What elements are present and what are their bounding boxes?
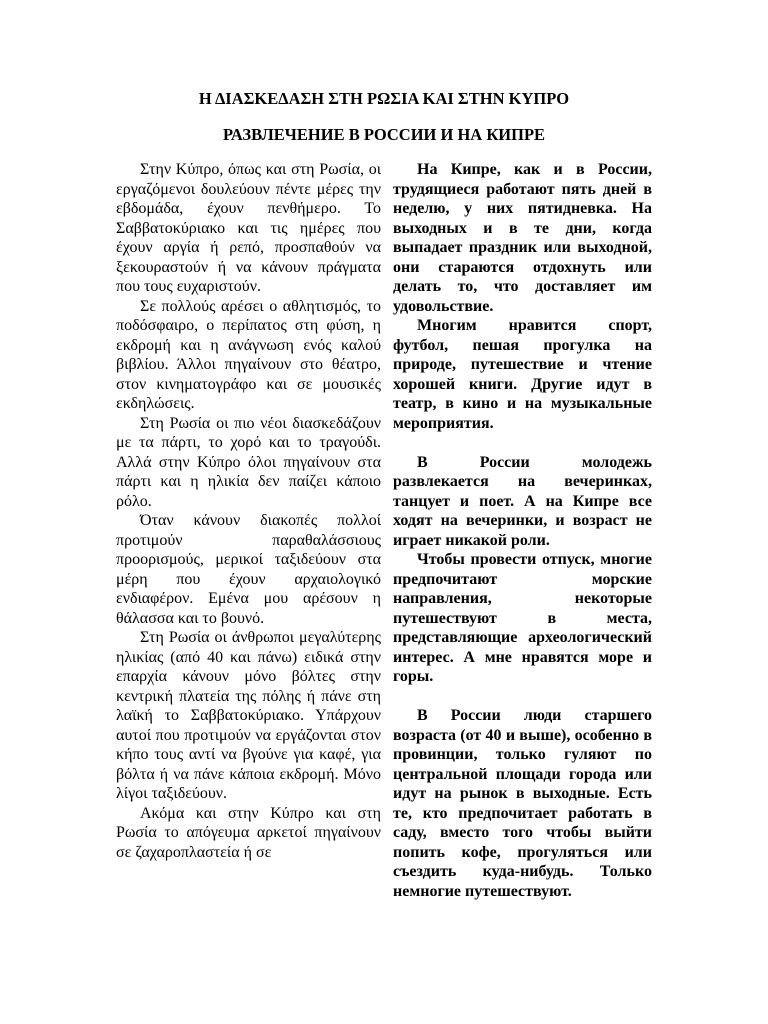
russian-paragraph: Чтобы провести отпуск, многие предпочитают морские направления, некоторые путешествуют в места, представляющие археологический интерес. А мне нравятся море и горы. bbox=[393, 551, 652, 685]
greek-column bbox=[116, 160, 381, 862]
greek-paragraph: Όταν κάνουν διακοπές πολλοί προτιμούν παραθαλάσσιους προορισμούς, μερικοί ταξιδεύουν στα μέρη που έχουν αρχαιολογικό ενδιαφέρον. Εμένα μου αρέσουν η θάλασσα και το βουνό. bbox=[116, 512, 381, 627]
russian-paragraph: В России люди старшего возраста (от 40 и выше), особенно в провинции, только гуляют по центральной площади города или идут на рынок в выходные. Есть те, кто предпочитает работать в саду, вместо того чтобы выйти попить кофе, прогуляться или съездить куда-нибудь. Только немногие путешествуют. bbox=[393, 707, 652, 900]
greek-title: Η ΔΙΑΣΚΕΔΑΣΗ ΣΤΗ ΡΩΣΙΑ ΚΑΙ ΣΤΗΝ ΚΥΠΡΟ bbox=[198, 89, 570, 108]
russian-paragraph: В России молодежь развлекается на вечеринках, танцует и поет. А на Кипре все ходят на вечеринки, и возраст не играет никакой роли. bbox=[393, 453, 652, 549]
greek-paragraph: Στη Ρωσία οι πιο νέοι διασκεδάζουν με τα πάρτι, το χορό και το τραγούδι. Αλλά στην Κύπρο όλοι πηγαίνουν στα πάρτι και η ηλικία δεν παίζει κάποιο ρόλο. bbox=[116, 414, 381, 510]
russian-paragraph: На Кипре, как и в России, трудящиеся работают пять дней в неделю, у них пятидневка. На выходных и в те дни, когда выпадает праздник или выходной, они стараются отдохнуть или делать то, что доставляет им удовольствие. bbox=[393, 161, 652, 315]
greek-paragraph: Στην Κύπρο, όπως και στη Ρωσία, οι εργαζόμενοι δουλεύουν πέντε μέρες την εβδομάδα, έχουν πενθήμερο. Το Σαββατοκύριακο και τις ημέρες που έχουν αργία ή ρεπό, προσπαθούν να ξεκουραστούν ή να κάνουν πράγματα που τους ευχαριστούν. bbox=[116, 161, 381, 295]
russian-column bbox=[393, 160, 652, 901]
russian-paragraph: Многим нравится спорт, футбол, пешая прогулка на природе, путешествие и чтение хорошей книги. Другие идут в театр, в кино и на музыкальные мероприятия. bbox=[393, 317, 652, 432]
greek-paragraph: Στη Ρωσία οι άνθρωποι μεγαλύτερης ηλικίας (από 40 και πάνω) ειδικά στην επαρχία κάνουν μόνο βόλτες στην κεντρική πλατεία της πόλης ή πάνε στη λαϊκή το Σαββατοκύριακο. Υπάρχουν αυτοί που προτιμούν να εργάζονται στον κήπο τους αντί να βγούνε για καφέ, για βόλτα ή να πάνε κάποια εκδρομή. Μόνο λίγοι ταξιδεύουν. bbox=[116, 629, 381, 802]
russian-title: РАЗВЛЕЧЕНИЕ В РОССИИ И НА КИПРЕ bbox=[222, 125, 546, 144]
greek-paragraph: Σε πολλούς αρέσει ο αθλητισμός, το ποδόσφαιρο, ο περίπατος στη φύση, η εκδρομή και η ανάγνωση ενός καλού βιβλίου. Άλλοι πηγαίνουν στο θέατρο, στον κινηματογράφο και σε μουσικές εκδηλώσεις. bbox=[116, 297, 381, 412]
greek-paragraph: Ακόμα και στην Κύπρο και στη Ρωσία το απόγευμα αρκετοί πηγαίνουν σε ζαχαροπλαστεία ή σε bbox=[116, 804, 381, 861]
